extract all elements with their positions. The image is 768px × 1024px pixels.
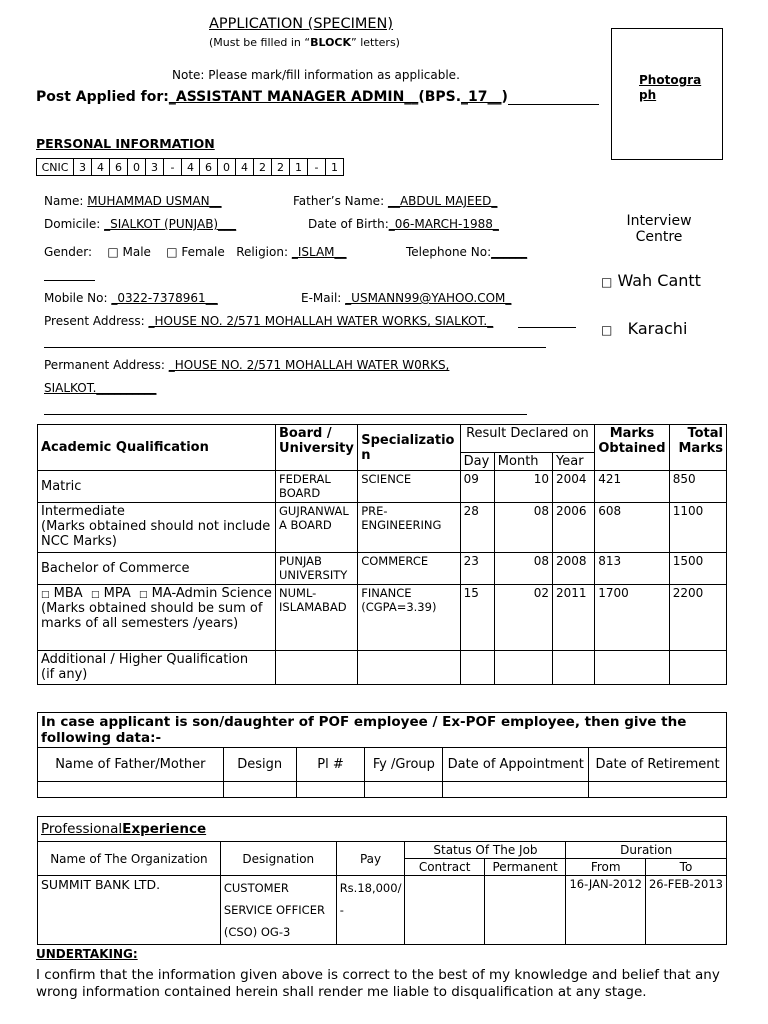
header-total-marks: Total Marks	[669, 425, 726, 471]
father-name-field[interactable]: __ABDUL MAJEED_	[387, 194, 498, 208]
header-marks-obtained: Marks Obtained	[595, 425, 670, 471]
cnic-digit[interactable]: 0	[128, 159, 146, 176]
gender-female-label: Female	[181, 245, 225, 259]
table-row: Additional / Higher Qualification (if any)	[38, 651, 727, 685]
bps-value[interactable]: _17__	[461, 89, 502, 105]
gender-male-label: Male	[122, 245, 151, 259]
checkbox-icon[interactable]: □	[90, 590, 100, 600]
cnic-boxes[interactable]	[36, 158, 344, 176]
table-row: Bachelor of Commerce PUNJAB UNIVERSITY COMMERCE 23 08 2008 813 1500	[38, 553, 727, 585]
experience-heading: ProfessionalExperience	[38, 817, 727, 842]
interview-option-wah[interactable]: □ Wah Cantt	[601, 271, 701, 290]
cnic-digit[interactable]: 1	[290, 159, 308, 176]
domicile-row: Domicile: _SIALKOT (PUNJAB)___	[44, 217, 237, 231]
photograph-label: Photograph	[639, 73, 702, 102]
form-title: APPLICATION (SPECIMEN)	[209, 16, 394, 32]
cnic-digit[interactable]: 4	[92, 159, 110, 176]
cnic-label: CNIC	[37, 159, 74, 176]
header-specialization: Specialization	[358, 425, 460, 471]
academic-table	[37, 424, 727, 685]
cnic-digit[interactable]: 2	[254, 159, 272, 176]
permanent-address-row: Permanent Address: _HOUSE NO. 2/571 MOHALLAH WATER W0RKS,	[44, 358, 450, 372]
form-instruction: (Must be filled in “BLOCK” letters)	[209, 36, 400, 49]
permanent-address-field[interactable]: _HOUSE NO. 2/571 MOHALLAH WATER W0RKS,	[168, 358, 450, 372]
experience-table: ProfessionalExperience Name of The Organization Designation Pay Status Of The Job Duration Contract Permanent From To SUMMIT BANK LTD. CUSTOMER SERVICE OFFICER (CSO) OG-3 Rs.18,000/ - 16-JAN-2012 26-FEB-2013	[37, 816, 727, 945]
table-row: Matric FEDERAL BOARD SCIENCE 09 10 2004 421 850	[38, 471, 727, 503]
header-board: Board / University	[276, 425, 358, 471]
cnic-digit[interactable]: 3	[74, 159, 92, 176]
post-value[interactable]: _ASSISTANT MANAGER ADMIN__	[168, 89, 419, 105]
gender-row: Gender: □ Male □ Female Religion: _ISLAM__	[44, 245, 347, 259]
cnic-digit[interactable]: 2	[272, 159, 290, 176]
undertaking-title: UNDERTAKING:	[36, 947, 138, 961]
header-result: Result Declared on	[460, 425, 595, 453]
undertaking-text: I confirm that the information given above is correct to the best of my knowledge and belief that any wrong information contained herein shall render me liable to disqualification at any stage.	[36, 967, 720, 1000]
cnic-digit[interactable]: 4	[182, 159, 200, 176]
name-field[interactable]: MUHAMMAD USMAN__	[87, 194, 222, 208]
table-row: □ MBA □ MPA □ MA-Admin Science (Marks obtained should be sum of marks of all semesters /years) NUML-ISLAMABAD FINANCE (CGPA=3.39) 15 02 2011 1700 2200	[38, 585, 727, 651]
table-row[interactable]	[38, 782, 727, 798]
checkbox-icon[interactable]: □	[601, 275, 613, 289]
name-row: Name: MUHAMMAD USMAN__	[44, 194, 222, 208]
mobile-row: Mobile No: _0322-7378961__	[44, 291, 218, 305]
present-address-row: Present Address: _HOUSE NO. 2/571 MOHALLAH WATER WORKS, SIALKOT._	[44, 314, 494, 328]
dob-row: Date of Birth:_06-MARCH-1988_	[308, 217, 499, 231]
checkbox-icon[interactable]: □	[601, 323, 613, 337]
header-qualification: Academic Qualification	[38, 425, 276, 471]
email-row: E-Mail: _USMANN99@YAHOO.COM_	[301, 291, 512, 305]
mobile-field[interactable]: _0322-7378961__	[111, 291, 218, 305]
checkbox-icon[interactable]: □	[139, 590, 148, 600]
header-year: Year	[553, 453, 595, 471]
cnic-digit[interactable]: -	[164, 159, 182, 176]
permanent-address-line2[interactable]: SIALKOT.__________	[44, 381, 157, 395]
religion-field[interactable]: _ISLAM__	[291, 245, 347, 259]
cnic-digit[interactable]: 6	[110, 159, 128, 176]
cnic-digit[interactable]: -	[308, 159, 326, 176]
header-day: Day	[460, 453, 494, 471]
cnic-digit[interactable]: 1	[326, 159, 344, 176]
checkbox-icon[interactable]: □	[166, 245, 178, 259]
header-month: Month	[494, 453, 552, 471]
personal-info-heading: PERSONAL INFORMATION	[36, 136, 215, 151]
telephone-row: Telephone No:______	[406, 245, 528, 259]
interview-centre-title: Interview Centre	[626, 213, 692, 245]
email-field[interactable]: _USMANN99@YAHOO.COM_	[345, 291, 512, 305]
pof-heading: In case applicant is son/daughter of POF employee / Ex-POF employee, then give the following data:-	[38, 713, 727, 748]
pof-table: In case applicant is son/daughter of POF employee / Ex-POF employee, then give the following data:- Name of Father/Mother Design Pl # Fy /Group Date of Appointment Date of Retirement	[37, 712, 727, 798]
present-address-field[interactable]: _HOUSE NO. 2/571 MOHALLAH WATER WORKS, SIALKOT._	[148, 314, 494, 328]
domicile-field[interactable]: _SIALKOT (PUNJAB)___	[104, 217, 237, 231]
table-row: SUMMIT BANK LTD. CUSTOMER SERVICE OFFICER (CSO) OG-3 Rs.18,000/ - 16-JAN-2012 26-FEB-2013	[38, 876, 727, 945]
cnic-digit[interactable]: 6	[200, 159, 218, 176]
checkbox-icon[interactable]: □	[41, 590, 50, 600]
photograph-box[interactable]	[611, 28, 723, 160]
telephone-field[interactable]: ______	[491, 245, 528, 259]
cnic-digit[interactable]: 3	[146, 159, 164, 176]
interview-option-karachi[interactable]: □ Karachi	[601, 319, 688, 338]
father-row: Father’s Name: __ABDUL MAJEED_	[293, 194, 498, 208]
checkbox-icon[interactable]: □	[107, 245, 119, 259]
table-row: Intermediate (Marks obtained should not include NCC Marks) GUJRANWALA BOARD PRE-ENGINEERING 28 08 2006 608 1100	[38, 503, 727, 553]
note-text: Note: Please mark/fill information as applicable.	[172, 68, 460, 82]
dob-field[interactable]: _06-MARCH-1988_	[388, 217, 499, 231]
cnic-digit[interactable]: 0	[218, 159, 236, 176]
post-applied: Post Applied for:_ASSISTANT MANAGER ADMIN__(BPS._17__)	[36, 89, 508, 105]
cnic-digit[interactable]: 4	[236, 159, 254, 176]
